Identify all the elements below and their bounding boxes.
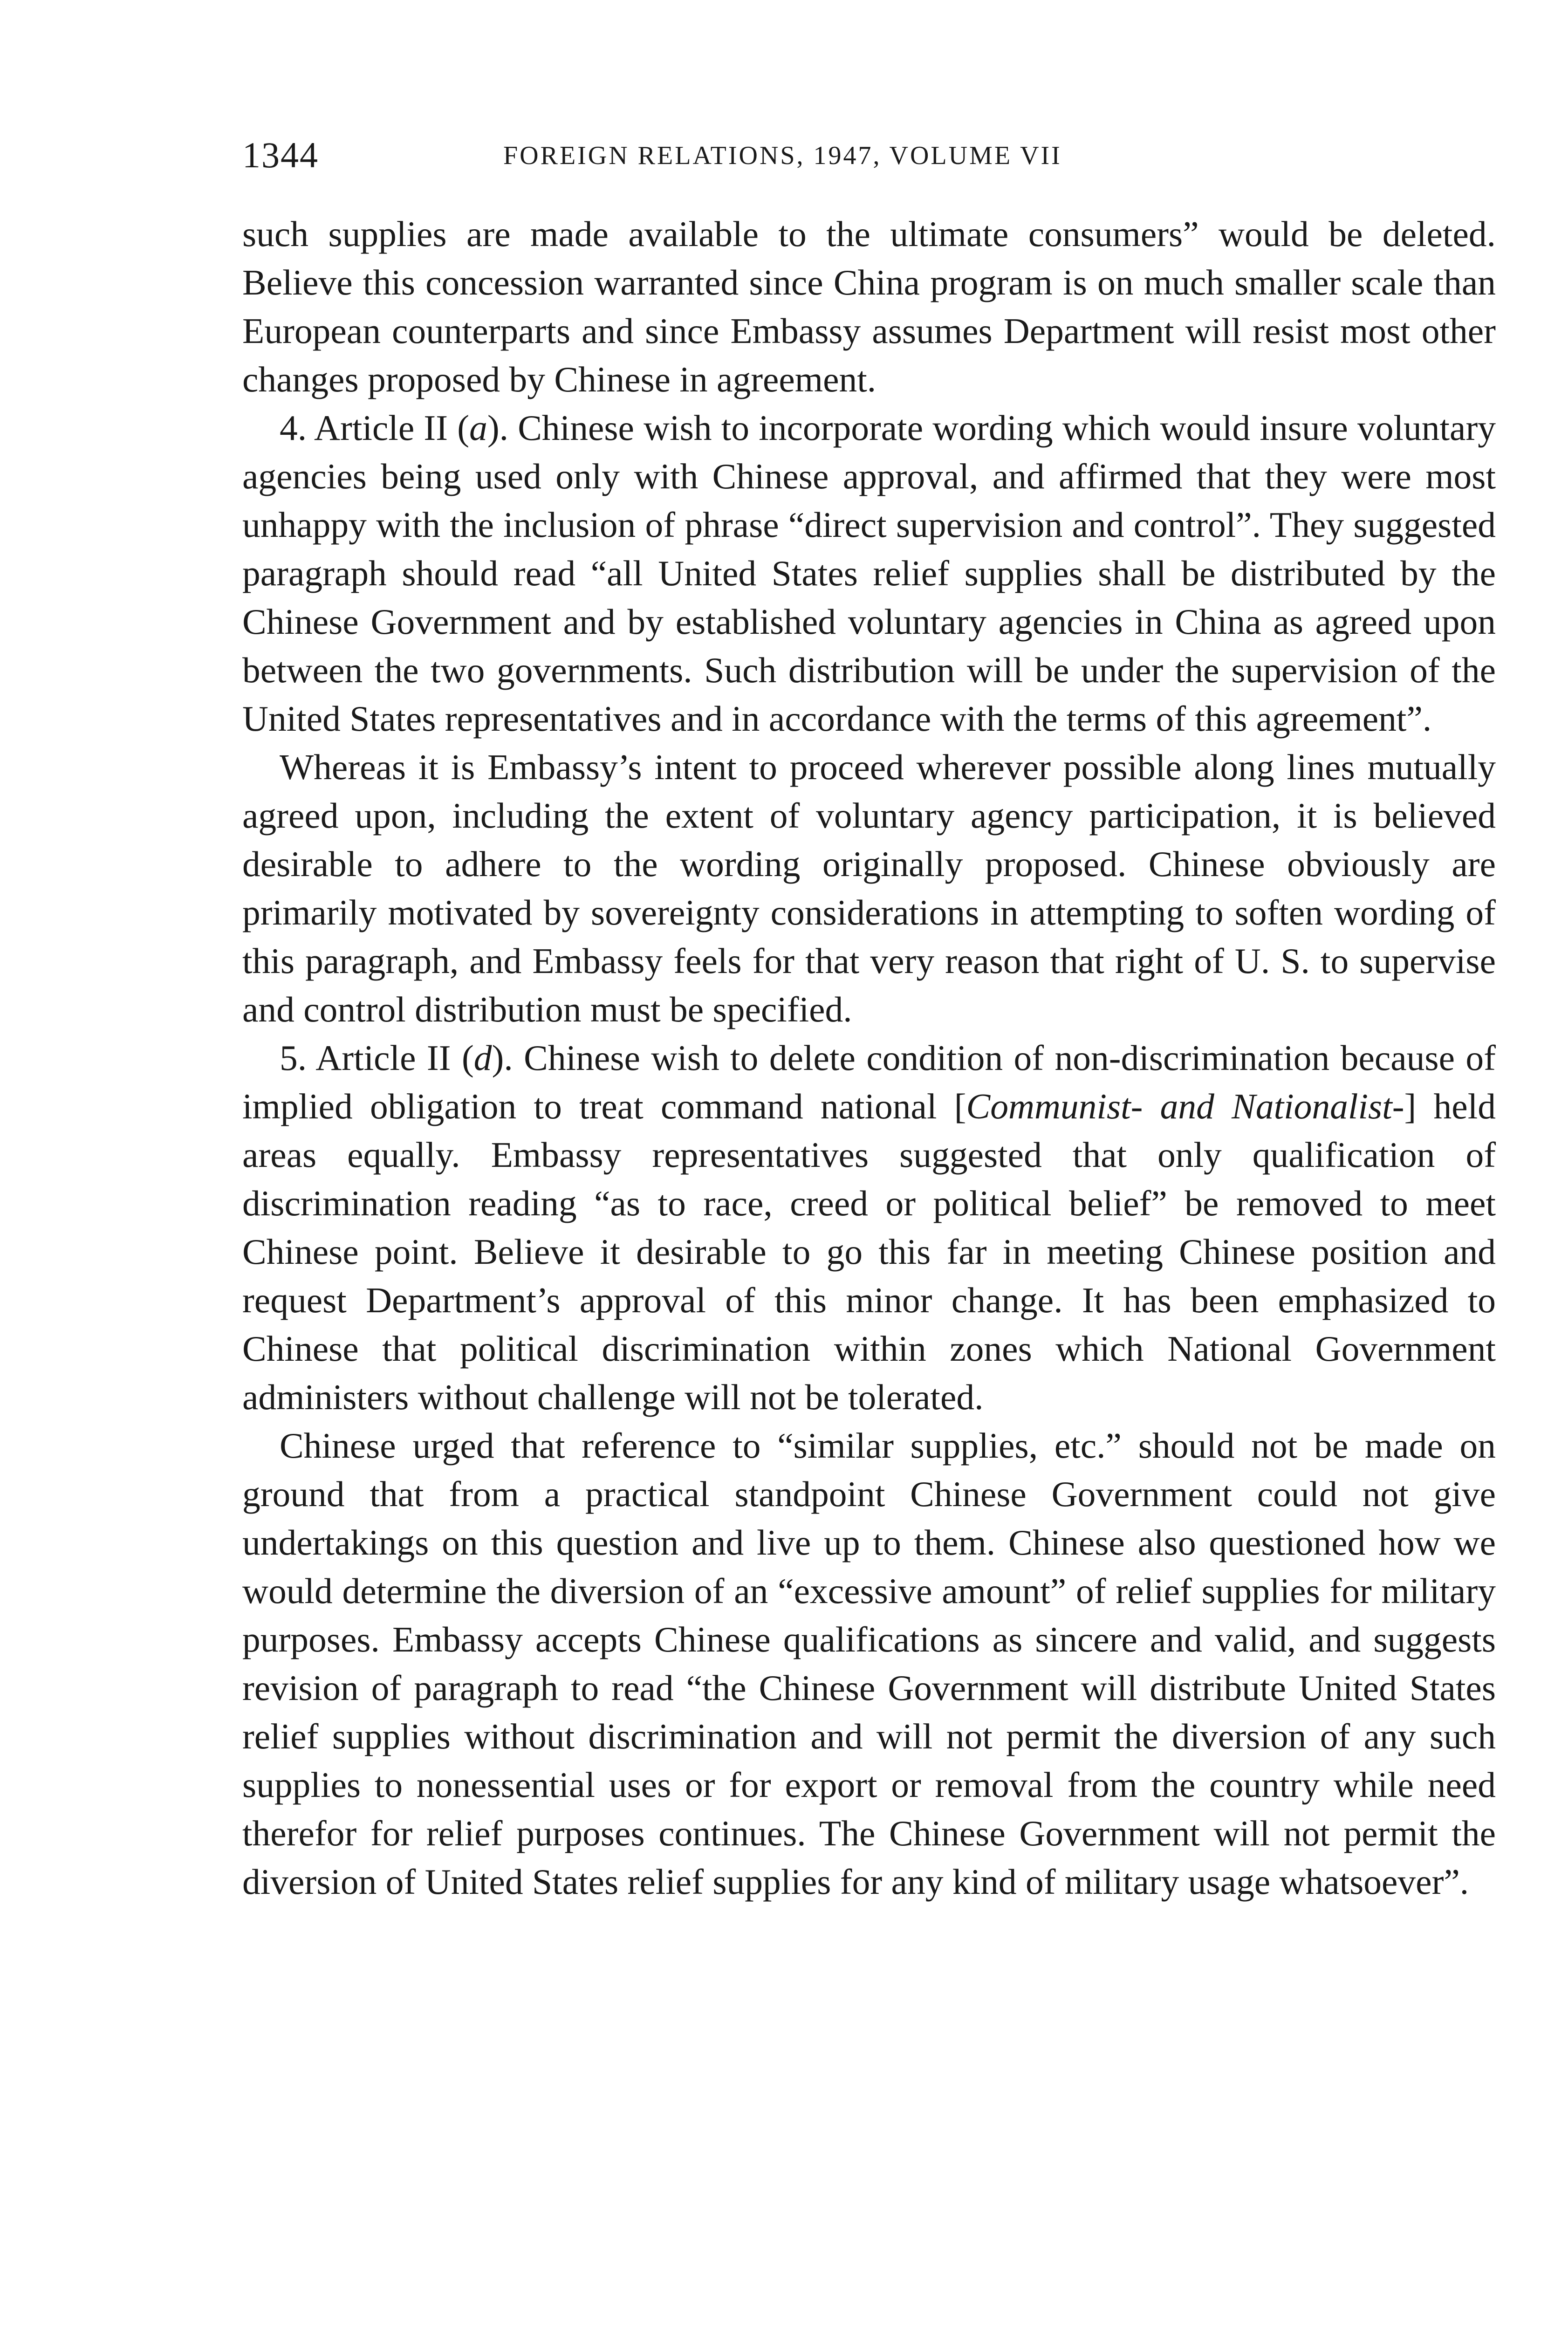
article-ref-letter: d bbox=[473, 1038, 492, 1078]
bracket-close: ] bbox=[1404, 1086, 1417, 1126]
paragraph-text: Chinese wish to incorporate wording which would insure voluntary agencies being used only with Chinese approval, and affirmed that they were most unhappy with the inclusion of phrase “direct supervision and control”. They suggested paragraph should read “all United States relief supplies shall be distributed by the Chinese Government and by established voluntary agencies in China as agreed upon between the two governments. Such distribution will be under the supervision of the United States representatives and in accordance with the terms of this agreement”. bbox=[242, 408, 1496, 739]
bracket-italic-insertion: Communist- and Nationalist- bbox=[966, 1086, 1404, 1126]
article-ref-suffix: ). bbox=[492, 1038, 513, 1078]
article-ref-prefix: 5. Article II ( bbox=[280, 1038, 474, 1078]
page-number: 1344 bbox=[242, 135, 319, 175]
article-ref-letter: a bbox=[469, 408, 487, 448]
paragraph-text: such supplies are made available to the ultimate consumers” would be deleted. Believe this concession warranted since China program is on much smaller scale than European counterparts and since Embassy assumes Department will resist most other changes proposed by Chinese in agreement. bbox=[242, 214, 1496, 399]
bracket-open: [ bbox=[954, 1086, 966, 1126]
paragraph-article-2d bbox=[242, 1034, 1496, 1421]
paragraph-text-after: held areas equally. Embassy representatives suggested that only qualification of discrimination reading “as to race, creed or political belief” be removed to meet Chinese point. Believe it desirable to go this far in meeting Chinese position and request Department’s approval of this minor change. It has been emphasized to Chinese that political discrimination within zones which National Government administers without challenge will not be tolerated. bbox=[242, 1086, 1496, 1417]
paragraph-text-before: Chinese wish to delete condition of non-discrimination because of implied obligation to treat command national bbox=[242, 1038, 1496, 1126]
paragraph-embassy-intent bbox=[242, 743, 1496, 1034]
article-ref-prefix: 4. Article II ( bbox=[280, 408, 470, 448]
paragraph-similar-supplies bbox=[242, 1421, 1496, 1906]
paragraph-text: Chinese urged that reference to “similar supplies, etc.” should not be made on ground that from a practical standpoint Chinese Government could not give undertakings on this question and live up to them. Chinese also questioned how we would determine the diversion of an “excessive amount” of relief supplies for military purposes. Embassy accepts Chinese qualifications as sincere and valid, and suggests revision of paragraph to read “the Chinese Government will distribute United States relief supplies without discrimination and will not permit the diversion of any such supplies to nonessential uses or for export or removal from the country while need therefor for relief purposes continues. The Chinese Government will not permit the diversion of United States relief supplies for any kind of military usage whatsoever”. bbox=[242, 1425, 1496, 1902]
running-head: FOREIGN RELATIONS, 1947, VOLUME VII bbox=[503, 141, 1062, 170]
paragraph-continuation bbox=[242, 210, 1496, 404]
body-text bbox=[242, 210, 1496, 1906]
paragraph-text: Whereas it is Embassy’s intent to proceed wherever possible along lines mutually agreed upon, including the extent of voluntary agency participation, it is believed desirable to adhere to the wording originally proposed. Chinese obviously are primarily motivated by sovereignty considerations in attempting to soften wording of this paragraph, and Embassy feels for that very reason that right of U. S. to supervise and control distribution must be specified. bbox=[242, 747, 1496, 1029]
paragraph-article-2a bbox=[242, 404, 1496, 743]
page-header bbox=[242, 134, 1496, 185]
article-ref-suffix: ). bbox=[487, 408, 509, 448]
